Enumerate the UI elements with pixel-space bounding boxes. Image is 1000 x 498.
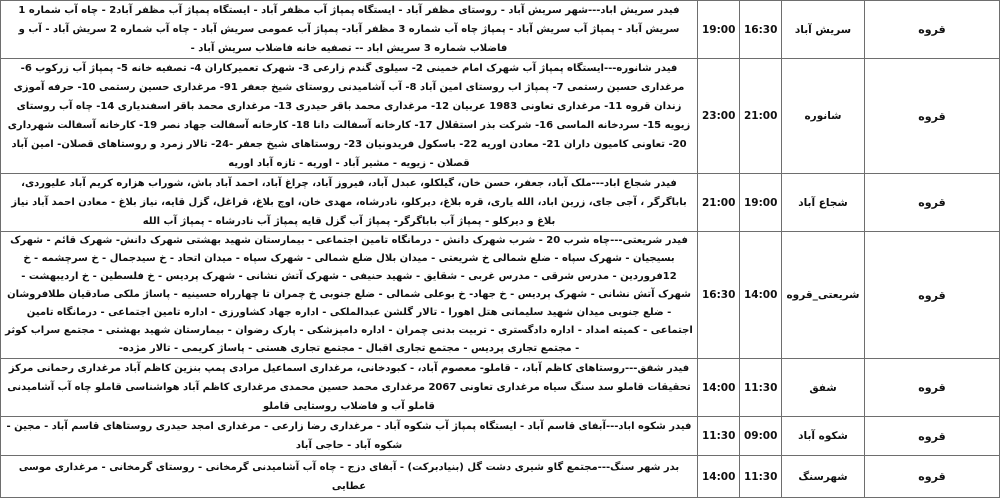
affected-areas-cell: فیدر شجاع اباد---ملک آباد، جعفر، حسن خان، گیلکلو، عبدل آباد، فیروز آباد، چراغ آباد، احمد آباد باش، شوراب هزاره کریم آباد علیوردی، باباگرگر ، آجی جای، زرین اباد، الله یاری، قره بلاغ، دیرکلو، نادرشاه، مهدی خان، اوچ بلاغ، قراغل، گزل قایه، نیاز بلاغ - معادن احمد آباد نیاز بلاغ و دیرکلو - پمپاژ آب باباگرگر- پمپاژ آب گزل قایه پمپاژ آب نادرشاه - پمپاژ آب الله	[1, 174, 698, 232]
end-time-cell: 16:30	[698, 232, 740, 359]
city-cell: قروه	[865, 359, 1000, 417]
end-time-cell: 11:30	[698, 417, 740, 456]
start-time-cell: 16:30	[740, 1, 782, 59]
affected-areas-cell: فیدر شکوه اباد---آبفای قاسم آباد - ایستگاه پمپاژ آب شکوه آباد - مرغداری رضا زارعی - مرغداری امجد حیدری روستاهای قاسم آباد - مجین - شکوه آباد - حاجی آباد	[1, 417, 698, 456]
area-cell: سریش آباد	[782, 1, 865, 59]
table-row	[1, 1, 1000, 59]
table-row	[1, 59, 1000, 174]
start-time-cell: 09:00	[740, 417, 782, 456]
area-cell: شکوه آباد	[782, 417, 865, 456]
city-cell: قروه	[865, 456, 1000, 498]
end-time-cell: 21:00	[698, 174, 740, 232]
city-cell: قروه	[865, 59, 1000, 174]
table-row	[1, 232, 1000, 359]
table-row	[1, 456, 1000, 498]
affected-areas-cell: فیدر سریش اباد---شهر سریش آباد - روستای مظفر آباد - ایستگاه پمپاژ آب مظفر آباد - ایستگاه پمپاژ آب مظفر آباد2 - چاه آب شماره 1 سریش آباد - پمپاژ آب سریش آباد - پمپاژ چاه آب شماره 3 مظفر آباد- پمپاژ آب عمومی سریش آباد - چاه آب شماره 2 سریش آباد - آب و فاضلاب شماره 3 سریش اباد -- تصفیه خانه فاضلاب سریش آباد -	[1, 1, 698, 59]
area-cell: شانوره	[782, 59, 865, 174]
start-time-cell: 11:30	[740, 359, 782, 417]
end-time-cell: 14:00	[698, 456, 740, 498]
city-cell: قروه	[865, 417, 1000, 456]
table-row	[1, 174, 1000, 232]
area-cell: شفق	[782, 359, 865, 417]
affected-areas-cell: بدر شهر سنگ---مجتمع گاو شیری دشت گل (بنیادبرکت) - آبفای دزج - چاه آب آشامیدنی گرمخانی - روستای گرمخانی - مرغداری موسی عطایی	[1, 456, 698, 498]
start-time-cell: 21:00	[740, 59, 782, 174]
area-cell: شریعتی_قروه	[782, 232, 865, 359]
area-cell: شهرسنگ	[782, 456, 865, 498]
city-cell: قروه	[865, 174, 1000, 232]
end-time-cell: 14:00	[698, 359, 740, 417]
city-cell: قروه	[865, 232, 1000, 359]
end-time-cell: 19:00	[698, 1, 740, 59]
start-time-cell: 14:00	[740, 232, 782, 359]
affected-areas-cell: فیدر شفق---روستاهای کاظم آباد، - قاملو- معصوم آباد، - کبودخانی، مرغداری اسماعیل مرادی پمپ بنزین کاظم آباد مرغداری رحمانی مرکز تحقیقات قاملو سد سنگ سیاه مرغداری تعاونی 2067 مرغداری محمد حسین محمدی مرغداری کاظم آباد هواشناسی قاملو چاه آب آشامیدنی قاملو آب و فاضلاب روستایی قاملو	[1, 359, 698, 417]
start-time-cell: 19:00	[740, 174, 782, 232]
city-cell: قروه	[865, 1, 1000, 59]
affected-areas-cell: فیدر شریعتی---چاه شرب 20 - شرب شهرک دانش - درمانگاه تامین اجتماعی - بیمارستان شهید بهشتی شهرک دانش- شهرک قائم - شهرک بسیجیان - شهرک سپاه - ضلع شمالی خ شریعتی - میدان بلال ضلع شمالی - شهرک سپاه - میدان اتحاد - خ سیدجمال - خ سرچشمه - خ 12فروردین - مدرس شرقی - مدرس غربی - شقایق - شهید حنیفی - شهرک آتش نشانی - شهرک پردیس - خ فلسطین - خ اردیبهشت - شهرک آتش نشانی - شهرک پردیس - خ جهاد- خ بوعلی شمالی - ضلع جنوبی خ چمران تا چهارراه حسینیه - پاساژ ملکی صادقیان طلافروشان - ضلع جنوبی میدان شهید سلیمانی هتل اهورا - تالار گلشن عبدالملکی - اداره جهاد کشاورزی - اداره تامین اجتماعی - درمانگاه تامین اجتماعی - کمیته امداد - اداره دادگستری - تربیت بدنی چمران - اداره دامپزشکی - پارک رضوان - بیمارستان شهید بهشتی - مجتمع سراب کوثر - مجتمع تجاری پردیس - مجتمع تجاری اقبال - مجتمع تجاری هستی - پاساژ کریمی - تالار مژده-	[1, 232, 698, 359]
start-time-cell: 11:30	[740, 456, 782, 498]
table-row	[1, 417, 1000, 456]
area-cell: شجاع آباد	[782, 174, 865, 232]
affected-areas-cell: فیدر شانوره---ایستگاه پمپاژ آب شهرک امام خمینی 2- سیلوی گندم زارعی 3- شهرک تعمیرکاران 4- تصفیه خانه 5- پمپاژ آب زرکوب 6- مرغداری حسین رستمی 7- پمپاژ اب روستای امین آباد 8- آب آشامیدنی روستای شیخ جعفر 91- مرغداری حسین رستمی 10- حرفه آموزی زندان قروه 11- مرغداری تعاونی 1983 عربیان 12- مرغداری محمد باقر حیدری 13- مرغداری محمد باقر اسفندیاری 14- چاه آب روستای زیویه 15- سردخانه الماسی 16- شرکت بذر استقلال 17- کارخانه آسفالت دانا 18- کارخانه آسفالت جهاد نصر 19- کارخانه آسفالت شهرداری 20- تعاونی کامیون داران 21- معادن اوریه 22- باسکول فریدونیان 23- روستاهای شیخ جعفر -24- تالار زمرد و روستاهای قصلان- امین آباد قصلان - زیویه - مشیر آباد - اوریه - تازه آباد اوریه	[1, 59, 698, 174]
table-row	[1, 359, 1000, 417]
end-time-cell: 23:00	[698, 59, 740, 174]
